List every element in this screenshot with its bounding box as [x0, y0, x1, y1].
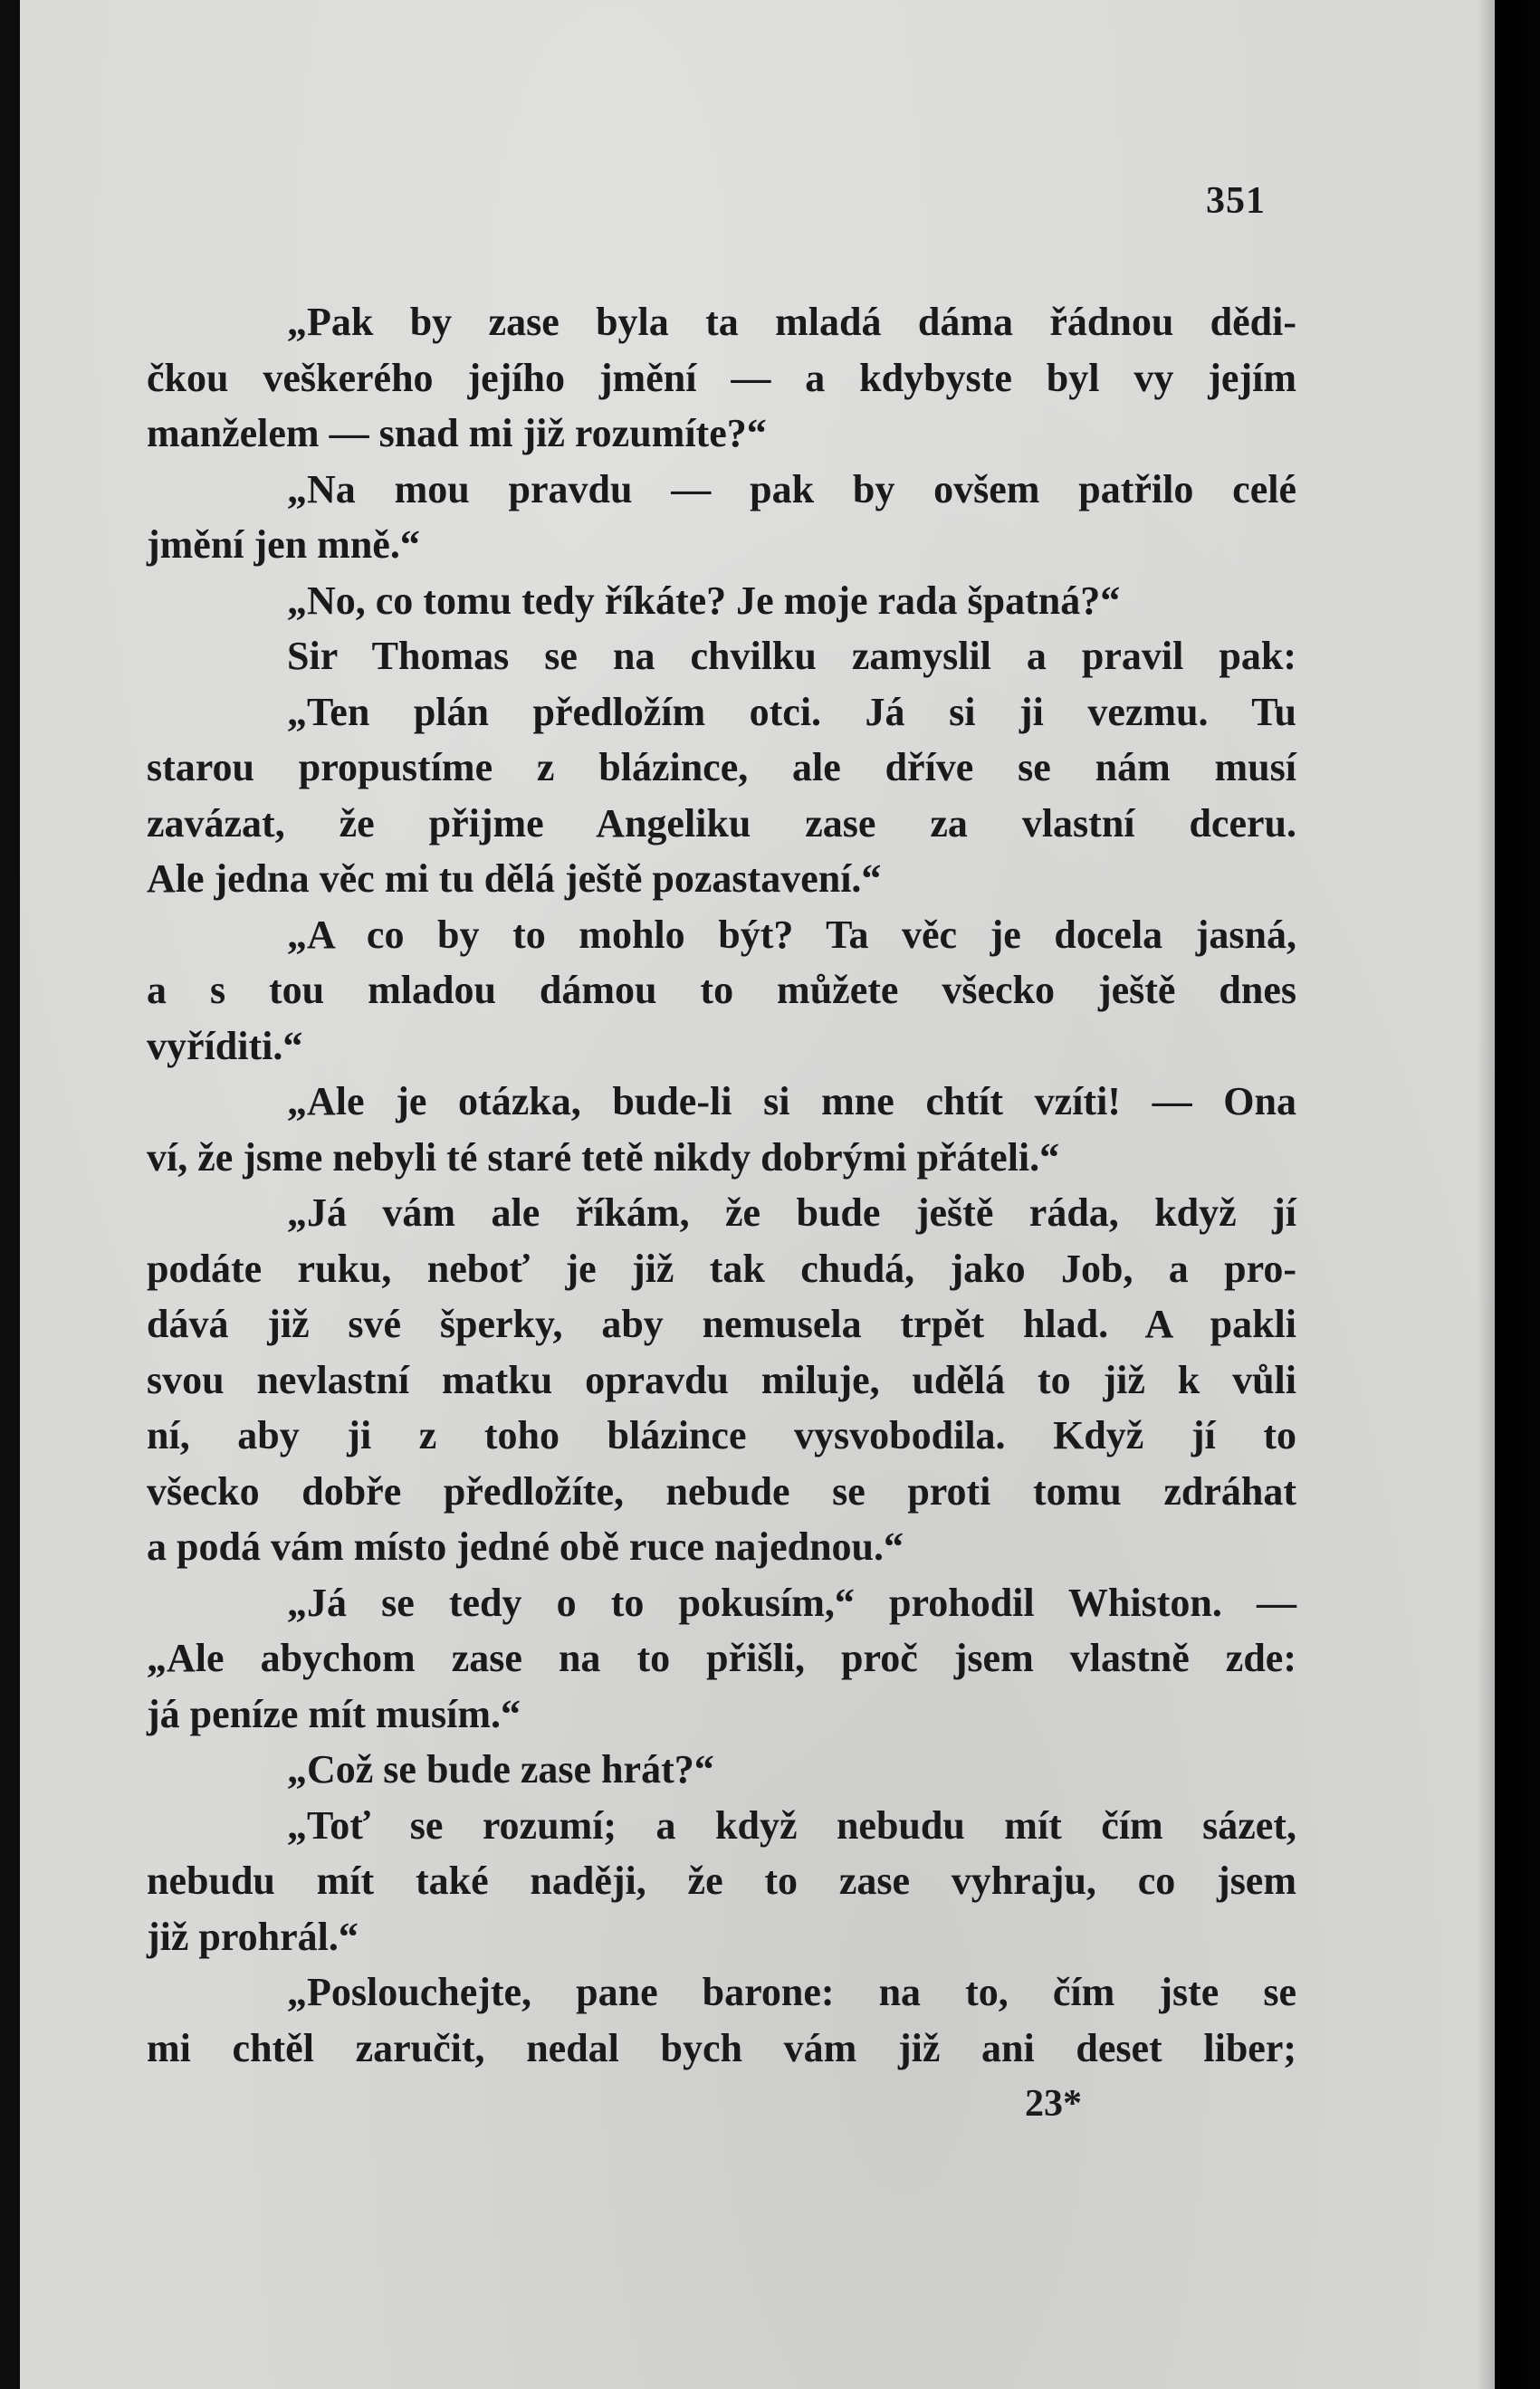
- text-line: Ale jedna věc mi tu dělá ještě pozastavení.“: [147, 856, 882, 901]
- text-line: „Ten plán předložím otci. Já si ji vezmu. Tu: [287, 689, 1296, 734]
- text-line: „Na mou pravdu — pak by ovšem patřilo celé: [287, 466, 1296, 511]
- text-line: „Toť se rozumí; a když nebudu mít čím sázet,: [287, 1802, 1296, 1848]
- page-number: 351: [1206, 180, 1266, 222]
- text-line: zavázat, že přijme Angeliku zase za vlastní dceru.: [147, 800, 1296, 846]
- text-line: „Poslouchejte, pane barone: na to, čím jste se: [287, 1970, 1296, 2014]
- printer-signature-mark: 23*: [1025, 2083, 1082, 2125]
- text-line: „Pak by zase byla ta mladá dáma řádnou dědi-: [287, 300, 1296, 344]
- text-line: svou nevlastní matku opravdu miluje, udělá to již k vůli: [147, 1357, 1296, 1402]
- text-line: „Což se bude zase hrát?“: [287, 1747, 714, 1792]
- text-line: „Já se tedy o to pokusím,“ prohodil Whiston. —: [287, 1580, 1296, 1625]
- text-line: vyříditi.“: [147, 1023, 303, 1068]
- text-line: čkou veškerého jejího jmění — a kdybyste byl vy jejím: [147, 355, 1296, 400]
- text-line: Sir Thomas se na chvilku zamyslil a pravil pak:: [287, 634, 1296, 678]
- text-line: manželem — snad mi již rozumíte?“: [147, 411, 767, 455]
- body-text: [147, 294, 1296, 2076]
- text-line: „No, co tomu tedy říkáte? Je moje rada špatná?“: [287, 578, 1121, 623]
- text-line: všecko dobře předložíte, nebude se proti tomu zdráhat: [147, 1468, 1296, 1514]
- text-line: již prohrál.“: [147, 1914, 359, 1959]
- text-line: mi chtěl zaručit, nedal bych vám již ani deset liber;: [147, 2025, 1296, 2070]
- scan-left-border: [0, 0, 20, 2389]
- text-line: a podá vám místo jedné obě ruce najednou.“: [147, 1524, 904, 1569]
- text-line: „Ale je otázka, bude-li si mne chtít vzíti! — Ona: [287, 1079, 1296, 1123]
- text-line: „A co by to mohlo být? Ta věc je docela jasná,: [287, 912, 1296, 957]
- text-line: ní, aby ji z toho blázince vysvobodila. Když jí to: [147, 1413, 1296, 1457]
- text-line: podáte ruku, neboť je již tak chudá, jako Job, a pro-: [147, 1246, 1296, 1291]
- text-line: ví, že jsme nebyli té staré tetě nikdy dobrými přáteli.“: [147, 1134, 1060, 1180]
- text-line: „Ale abychom zase na to přišli, proč jsem vlastně zde:: [147, 1636, 1296, 1680]
- text-line: nebudu mít také naději, že to zase vyhraju, co jsem: [147, 1859, 1296, 1903]
- book-page: [20, 0, 1495, 2389]
- text-line: dává již své šperky, aby nemusela trpět hlad. A pakli: [147, 1302, 1296, 1346]
- text-line: „Já vám ale říkám, že bude ještě ráda, když jí: [287, 1190, 1296, 1235]
- text-line: já peníze mít musím.“: [147, 1691, 521, 1736]
- text-line: jmění jen mně.“: [147, 522, 420, 567]
- scan-right-shadow: [1477, 0, 1540, 2389]
- text-line: starou propustíme z blázince, ale dříve se nám musí: [147, 745, 1296, 789]
- text-line: a s tou mladou dámou to můžete všecko ještě dnes: [147, 968, 1296, 1012]
